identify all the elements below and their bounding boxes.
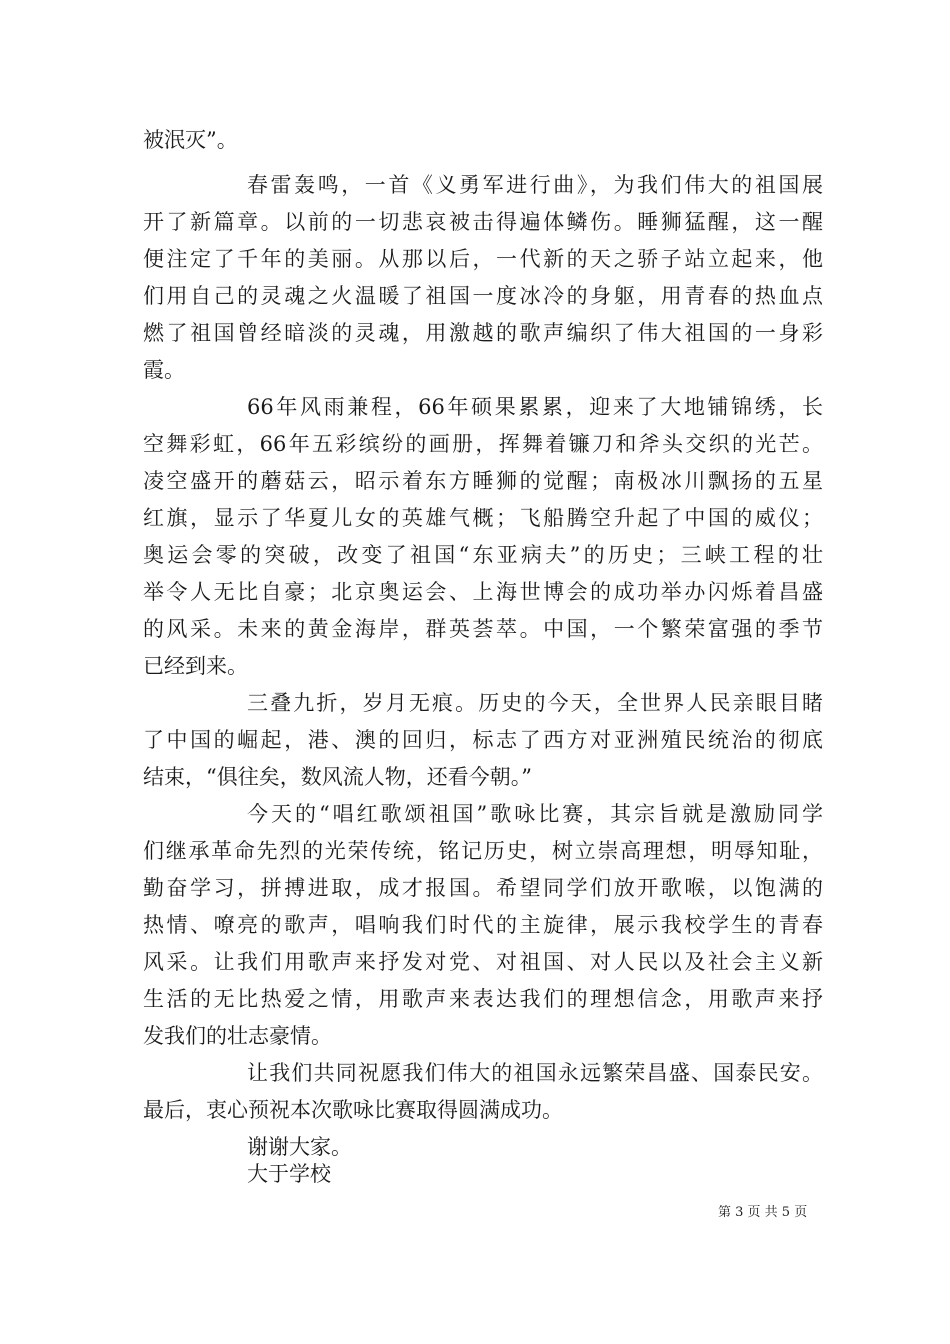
- body-line: 们用自己的灵魂之火温暖了祖国一度冰冷的身躯，用青春的热血点: [143, 284, 823, 308]
- body-line: 生活的无比热爱之情，用歌声来表达我们的理想信念，用歌声来抒: [143, 987, 823, 1011]
- body-line: 红旗，显示了华夏儿女的英雄气概；飞船腾空升起了中国的威仪；: [143, 506, 823, 530]
- body-line: 风采。让我们用歌声来抒发对党、对祖国、对人民以及社会主义新: [143, 950, 823, 974]
- body-line: 开了新篇章。以前的一切悲哀被击得遍体鳞伤。睡狮猛醒，这一醒: [143, 210, 823, 234]
- body-line: 奥运会零的突破，改变了祖国“东亚病夫”的历史；三峡工程的壮: [143, 543, 823, 567]
- body-line: 发我们的壮志豪情。: [143, 1024, 332, 1048]
- page-number: 第 3 页 共 5 页: [718, 1205, 808, 1220]
- body-line: 热情、嘹亮的歌声，唱响我们时代的主旋律，展示我校学生的青春: [143, 913, 823, 937]
- body-line: 结束，“俱往矣，数风流人物，还看今朝。”: [143, 765, 532, 789]
- paragraph-first-line: 三叠九折，岁月无痕。历史的今天，全世界人民亲眼目睹: [247, 691, 823, 715]
- body-line: 的风采。未来的黄金海岸，群英荟萃。中国，一个繁荣富强的季节: [143, 617, 823, 641]
- body-line: 最后，衷心预祝本次歌咏比赛取得圆满成功。: [143, 1098, 563, 1122]
- closing-signature: 大于学校: [247, 1162, 331, 1186]
- body-line: 燃了祖国曾经暗淡的灵魂，用激越的歌声编织了伟大祖国的一身彩: [143, 321, 823, 345]
- paragraph-first-line: 春雷轰鸣，一首《义勇军进行曲》，为我们伟大的祖国展: [247, 173, 823, 197]
- closing-thanks: 谢谢大家。: [247, 1135, 352, 1159]
- body-line: 已经到来。: [143, 654, 248, 678]
- body-line: 被泯灭”。: [143, 128, 238, 152]
- body-line: 们继承革命先烈的光荣传统，铭记历史，树立崇高理想，明辱知耻，: [143, 839, 823, 863]
- body-line: 勤奋学习，拼搏进取，成才报国。希望同学们放开歌喉，以饱满的: [143, 876, 823, 900]
- paragraph-first-line: 66年风雨兼程，66年硕果累累，迎来了大地铺锦绣，长: [247, 395, 823, 419]
- paragraph-first-line: 今天的“唱红歌颂祖国”歌咏比赛，其宗旨就是激励同学: [247, 802, 823, 826]
- body-line: 举令人无比自豪；北京奥运会、上海世博会的成功举办闪烁着昌盛: [143, 580, 823, 604]
- body-line: 凌空盛开的蘑菇云，昭示着东方睡狮的觉醒；南极冰川飘扬的五星: [143, 469, 823, 493]
- body-line: 了中国的崛起，港、澳的回归，标志了西方对亚洲殖民统治的彻底: [143, 728, 823, 752]
- paragraph-first-line: 让我们共同祝愿我们伟大的祖国永远繁荣昌盛、国泰民安。: [247, 1061, 823, 1085]
- body-line: 便注定了千年的美丽。从那以后，一代新的天之骄子站立起来，他: [143, 247, 823, 271]
- body-line: 霞。: [143, 358, 185, 382]
- body-line: 空舞彩虹，66年五彩缤纷的画册，挥舞着镰刀和斧头交织的光芒。: [143, 432, 823, 456]
